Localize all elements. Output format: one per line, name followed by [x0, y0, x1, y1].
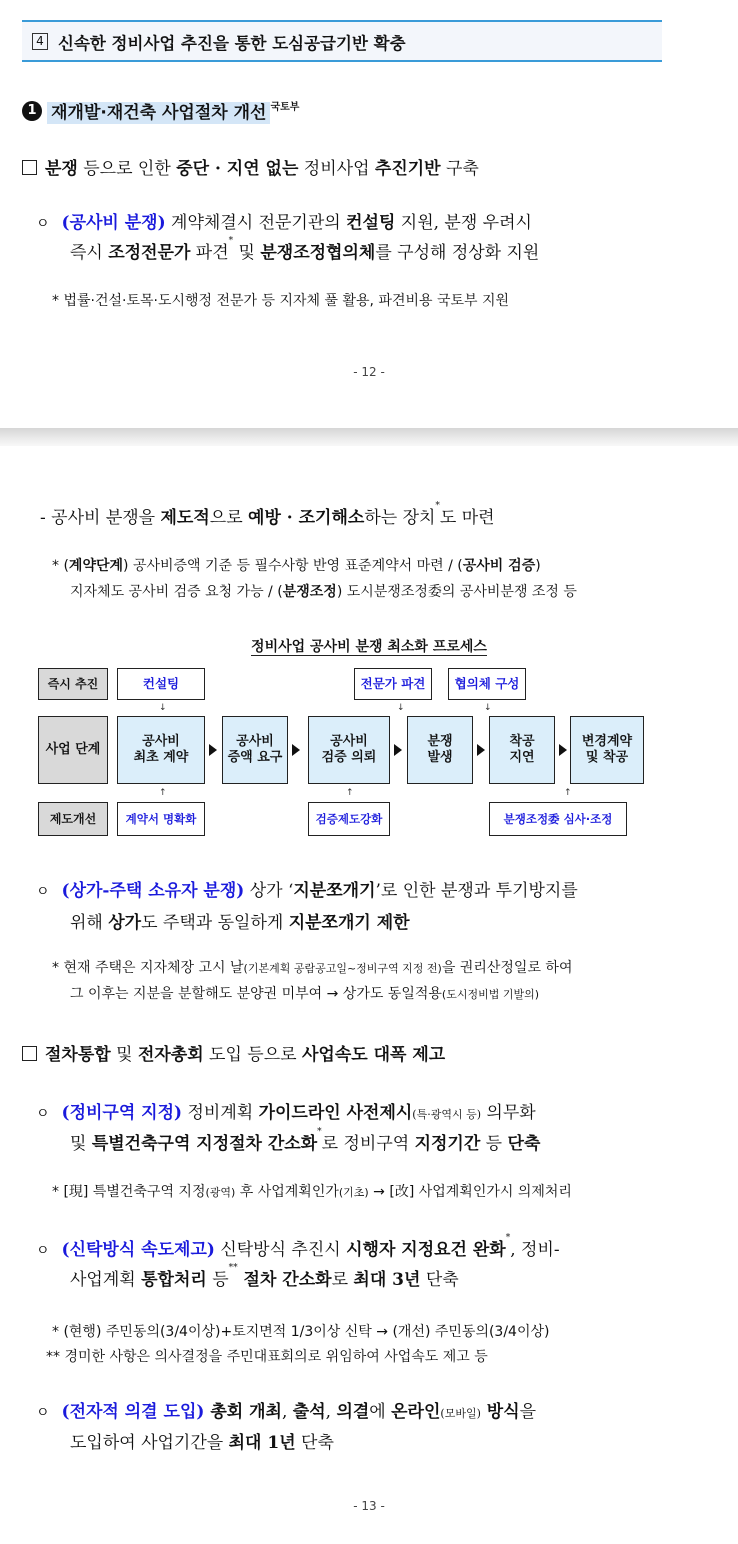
council-box: 협의체 구성: [448, 668, 526, 700]
page-number: - 13 -: [353, 1499, 385, 1513]
tick-mark: ↑: [564, 788, 572, 798]
arrow-right-icon: [394, 744, 402, 756]
expert-dispatch-box: 전문가 파견: [354, 668, 432, 700]
step-verify-request: 공사비 검증 의뢰: [308, 716, 390, 784]
tick-mark: ↓: [397, 703, 405, 713]
consulting-box: 컨설팅: [117, 668, 205, 700]
row-label-system: 제도개선: [38, 802, 108, 836]
step-dispute: 분쟁 발생: [407, 716, 473, 784]
row-label-stage: 사업 단계: [38, 716, 108, 784]
section-header: [22, 20, 662, 62]
verify-enhance-box: 검증제도강화: [308, 802, 390, 836]
bullet-line: ㅇ (신탁방식 속도제고) 신탁방식 추진시 시행자 지정요건 완화*, 정비-: [36, 1233, 560, 1260]
contract-clarify-box: 계약서 명확화: [117, 802, 205, 836]
row-label-immediate: 즉시 추진: [38, 668, 108, 700]
bullet-line-cont: 사업계획 통합처리 등** 절차 간소화로 최대 3년 단축: [70, 1263, 459, 1290]
tick-mark: ↑: [346, 788, 354, 798]
bullet-line: ㅇ (정비구역 지정) 정비계획 가이드라인 사전제시(특·광역시 등) 의무화: [36, 1103, 536, 1123]
dash-line: - 공사비 분쟁을 제도적으로 예방 · 조기해소하는 장치*도 마련: [40, 501, 495, 528]
footnote: * 법률·건설·토목·도시행정 전문가 등 지자체 풀 활용, 파견비용 국토부 지원: [52, 293, 510, 309]
dispute-review-box: 분쟁조정委 심사·조정: [489, 802, 627, 836]
arrow-right-icon: [559, 744, 567, 756]
footnote: ** 경미한 사항은 의사결정을 주민대표회의로 위임하여 사업속도 제고 등: [46, 1349, 488, 1365]
section-title: 신속한 정비사업 추진을 통한 도심공급기반 확충: [58, 34, 406, 53]
bullet-line-cont: 및 특별건축구역 지정절차 간소화*로 정비구역 지정기간 등 단축: [70, 1127, 541, 1154]
arrow-right-icon: [209, 744, 217, 756]
checkbox-square-icon: [22, 1046, 37, 1061]
tick-mark: ↑: [159, 788, 167, 798]
footnote: * (계약단계) 공사비증액 기준 등 필수사항 반영 표준계약서 마련 / (공사비 검증): [52, 558, 541, 574]
bullet-line-cont: 즉시 조정전문가 파견* 및 분쟁조정협의체를 구성해 정상화 지원: [70, 236, 540, 263]
bullet-number-icon: 1: [22, 101, 42, 121]
footnote-cont: 그 이후는 지분을 분할해도 분양권 미부여 → 상가도 동일적용(도시정비법 기발의): [70, 986, 540, 1002]
bullet-line-cont: 도입하여 사업기간을 최대 1년 단축: [70, 1433, 334, 1453]
arrow-right-icon: [292, 744, 300, 756]
diagram-title: 정비사업 공사비 분쟁 최소화 프로세스: [251, 639, 487, 655]
step-change-contract: 변경계약 및 착공: [570, 716, 644, 784]
section-number: 4: [32, 33, 48, 50]
arrow-right-icon: [477, 744, 485, 756]
bullet-line: ㅇ (전자적 의결 도입) 총회 개최, 출석, 의결에 온라인(모바일) 방식을: [36, 1402, 537, 1422]
bullet-line: ㅇ (공사비 분쟁) 계약체결시 전문기관의 컨설팅 지원, 분쟁 우려시: [36, 213, 532, 233]
step-initial-contract: 공사비 최초 계약: [117, 716, 205, 784]
page-separator: [0, 428, 738, 446]
step-delay: 착공 지연: [489, 716, 555, 784]
ministry-tag: 국토부: [270, 102, 300, 113]
bullet-line: ㅇ (상가-주택 소유자 분쟁) 상가 ‘지분쪼개기’로 인한 분쟁과 투기방지를: [36, 881, 578, 901]
heading-line: 절차통합 및 전자총회 도입 등으로 사업속도 대폭 제고: [22, 1040, 445, 1065]
footnote: * (현행) 주민동의(3/4이상)+토지면적 1/3이상 신탁 → (개선) 주민동의(3/4이상): [52, 1324, 550, 1340]
bullet-line-cont: 위해 상가도 주택과 동일하게 지분쪼개기 제한: [70, 913, 410, 933]
footnote: * 현재 주택은 지자체장 고시 날(기본계획 공람공고일~정비구역 지정 전)을 권리산정일로 하여: [52, 960, 573, 976]
page-number: - 12 -: [353, 365, 385, 379]
subsection-heading: [22, 98, 299, 126]
tick-mark: ↓: [484, 703, 492, 713]
step-increase-request: 공사비 증액 요구: [222, 716, 288, 784]
tick-mark: ↓: [159, 703, 167, 713]
checkbox-square-icon: [22, 160, 37, 175]
heading-line: 분쟁 등으로 인한 중단 · 지연 없는 정비사업 추진기반 구축: [22, 154, 479, 179]
subsection-title: 재개발·재건축 사업절차 개선: [47, 102, 270, 124]
footnote: * [現] 특별건축구역 지정(광역) 후 사업계획인가(기초) → [改] 사업계획인가시 의제처리: [52, 1184, 572, 1200]
footnote-cont: 지자체도 공사비 검증 요청 가능 / (분쟁조정) 도시분쟁조정委의 공사비분쟁 조정 등: [70, 584, 577, 600]
